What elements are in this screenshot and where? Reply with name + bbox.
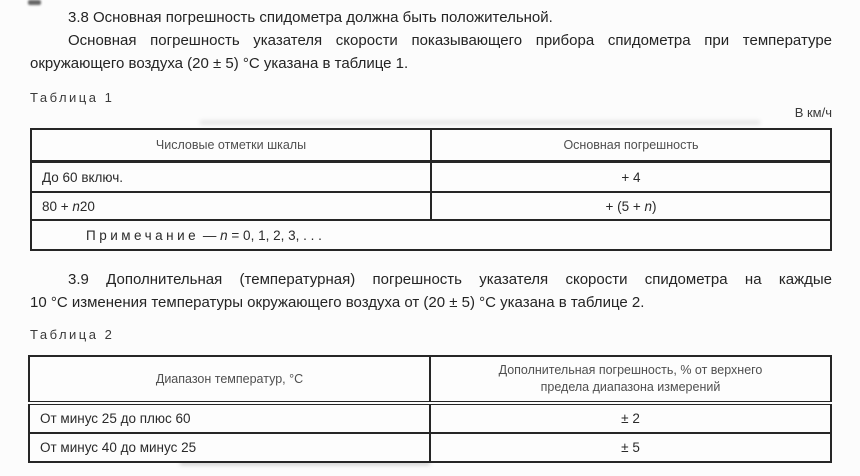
table1-cell-error: + 4 xyxy=(431,162,831,193)
table1-row xyxy=(31,162,831,193)
formula-text: ) xyxy=(652,198,657,214)
note-dash: — xyxy=(199,227,221,243)
table1-caption: Таблица 1 xyxy=(30,90,115,105)
clause-3-8-body-line2: окружающего воздуха (20 ± 5) °С указана в таблице 1. xyxy=(30,55,409,72)
table2 xyxy=(28,355,832,463)
table1-row xyxy=(31,192,831,220)
table2-row xyxy=(29,403,831,433)
scan-artifact-smudge-top xyxy=(200,121,760,124)
clause-3-8 xyxy=(30,6,832,75)
formula-variable: n xyxy=(72,198,80,214)
formula-text: 20 xyxy=(79,198,95,214)
scan-artifact-speck xyxy=(28,0,41,5)
table1-cell-scale: До 60 включ. xyxy=(31,162,431,193)
table2-cell-error: ± 5 xyxy=(430,433,831,462)
table2-header-temp-range: Диапазон температур, °С xyxy=(29,356,430,403)
table1-note-cell xyxy=(31,220,831,250)
table2-header-extra-error xyxy=(430,356,831,403)
table2-caption: Таблица 2 xyxy=(30,327,115,342)
clause-3-9-line1: 3.9 Дополнительная (температурная) погрешность указателя скорости спидометра на каждые xyxy=(68,271,832,288)
table1-note-row xyxy=(31,220,831,250)
table2-header-row xyxy=(29,356,831,403)
clause-3-9-line2: 10 °С изменения температуры окружающего воздуха от (20 ± 5) °С указана в таблице 2. xyxy=(30,294,645,311)
formula-text: 80 + xyxy=(42,198,73,214)
table1-header-basic-error: Основная погрешность xyxy=(431,129,831,162)
clause-3-8-body-line1: Основная погрешность указателя скорости показывающего прибора спидометра при температуре xyxy=(68,32,832,49)
note-label: Примечание xyxy=(86,227,200,243)
header-line: Дополнительная погрешность, % от верхнего xyxy=(498,363,763,377)
clause-3-9 xyxy=(30,268,832,314)
formula-variable: n xyxy=(644,198,653,214)
clause-3-8-sentence: 3.8 Основная погрешность спидометра должна быть положительной. xyxy=(68,9,553,26)
table2-cell-error: ± 2 xyxy=(430,403,831,433)
table1-cell-error xyxy=(431,192,831,220)
table1-unit-label: В км/ч xyxy=(794,105,832,120)
table2-cell-range: От минус 25 до плюс 60 xyxy=(29,403,430,433)
table1-cell-scale xyxy=(31,192,431,220)
table1 xyxy=(30,128,832,251)
table1-header-scale-marks: Числовые отметки шкалы xyxy=(31,129,431,162)
note-values: = 0, 1, 2, 3, . . . xyxy=(227,227,322,243)
header-line: предела диапазона измерений xyxy=(540,380,721,394)
table1-header-row xyxy=(31,129,831,162)
table2-row xyxy=(29,433,831,462)
table2-cell-range: От минус 40 до минус 25 xyxy=(29,433,430,462)
note-variable: n xyxy=(220,227,228,243)
formula-text: + (5 + xyxy=(605,198,645,214)
